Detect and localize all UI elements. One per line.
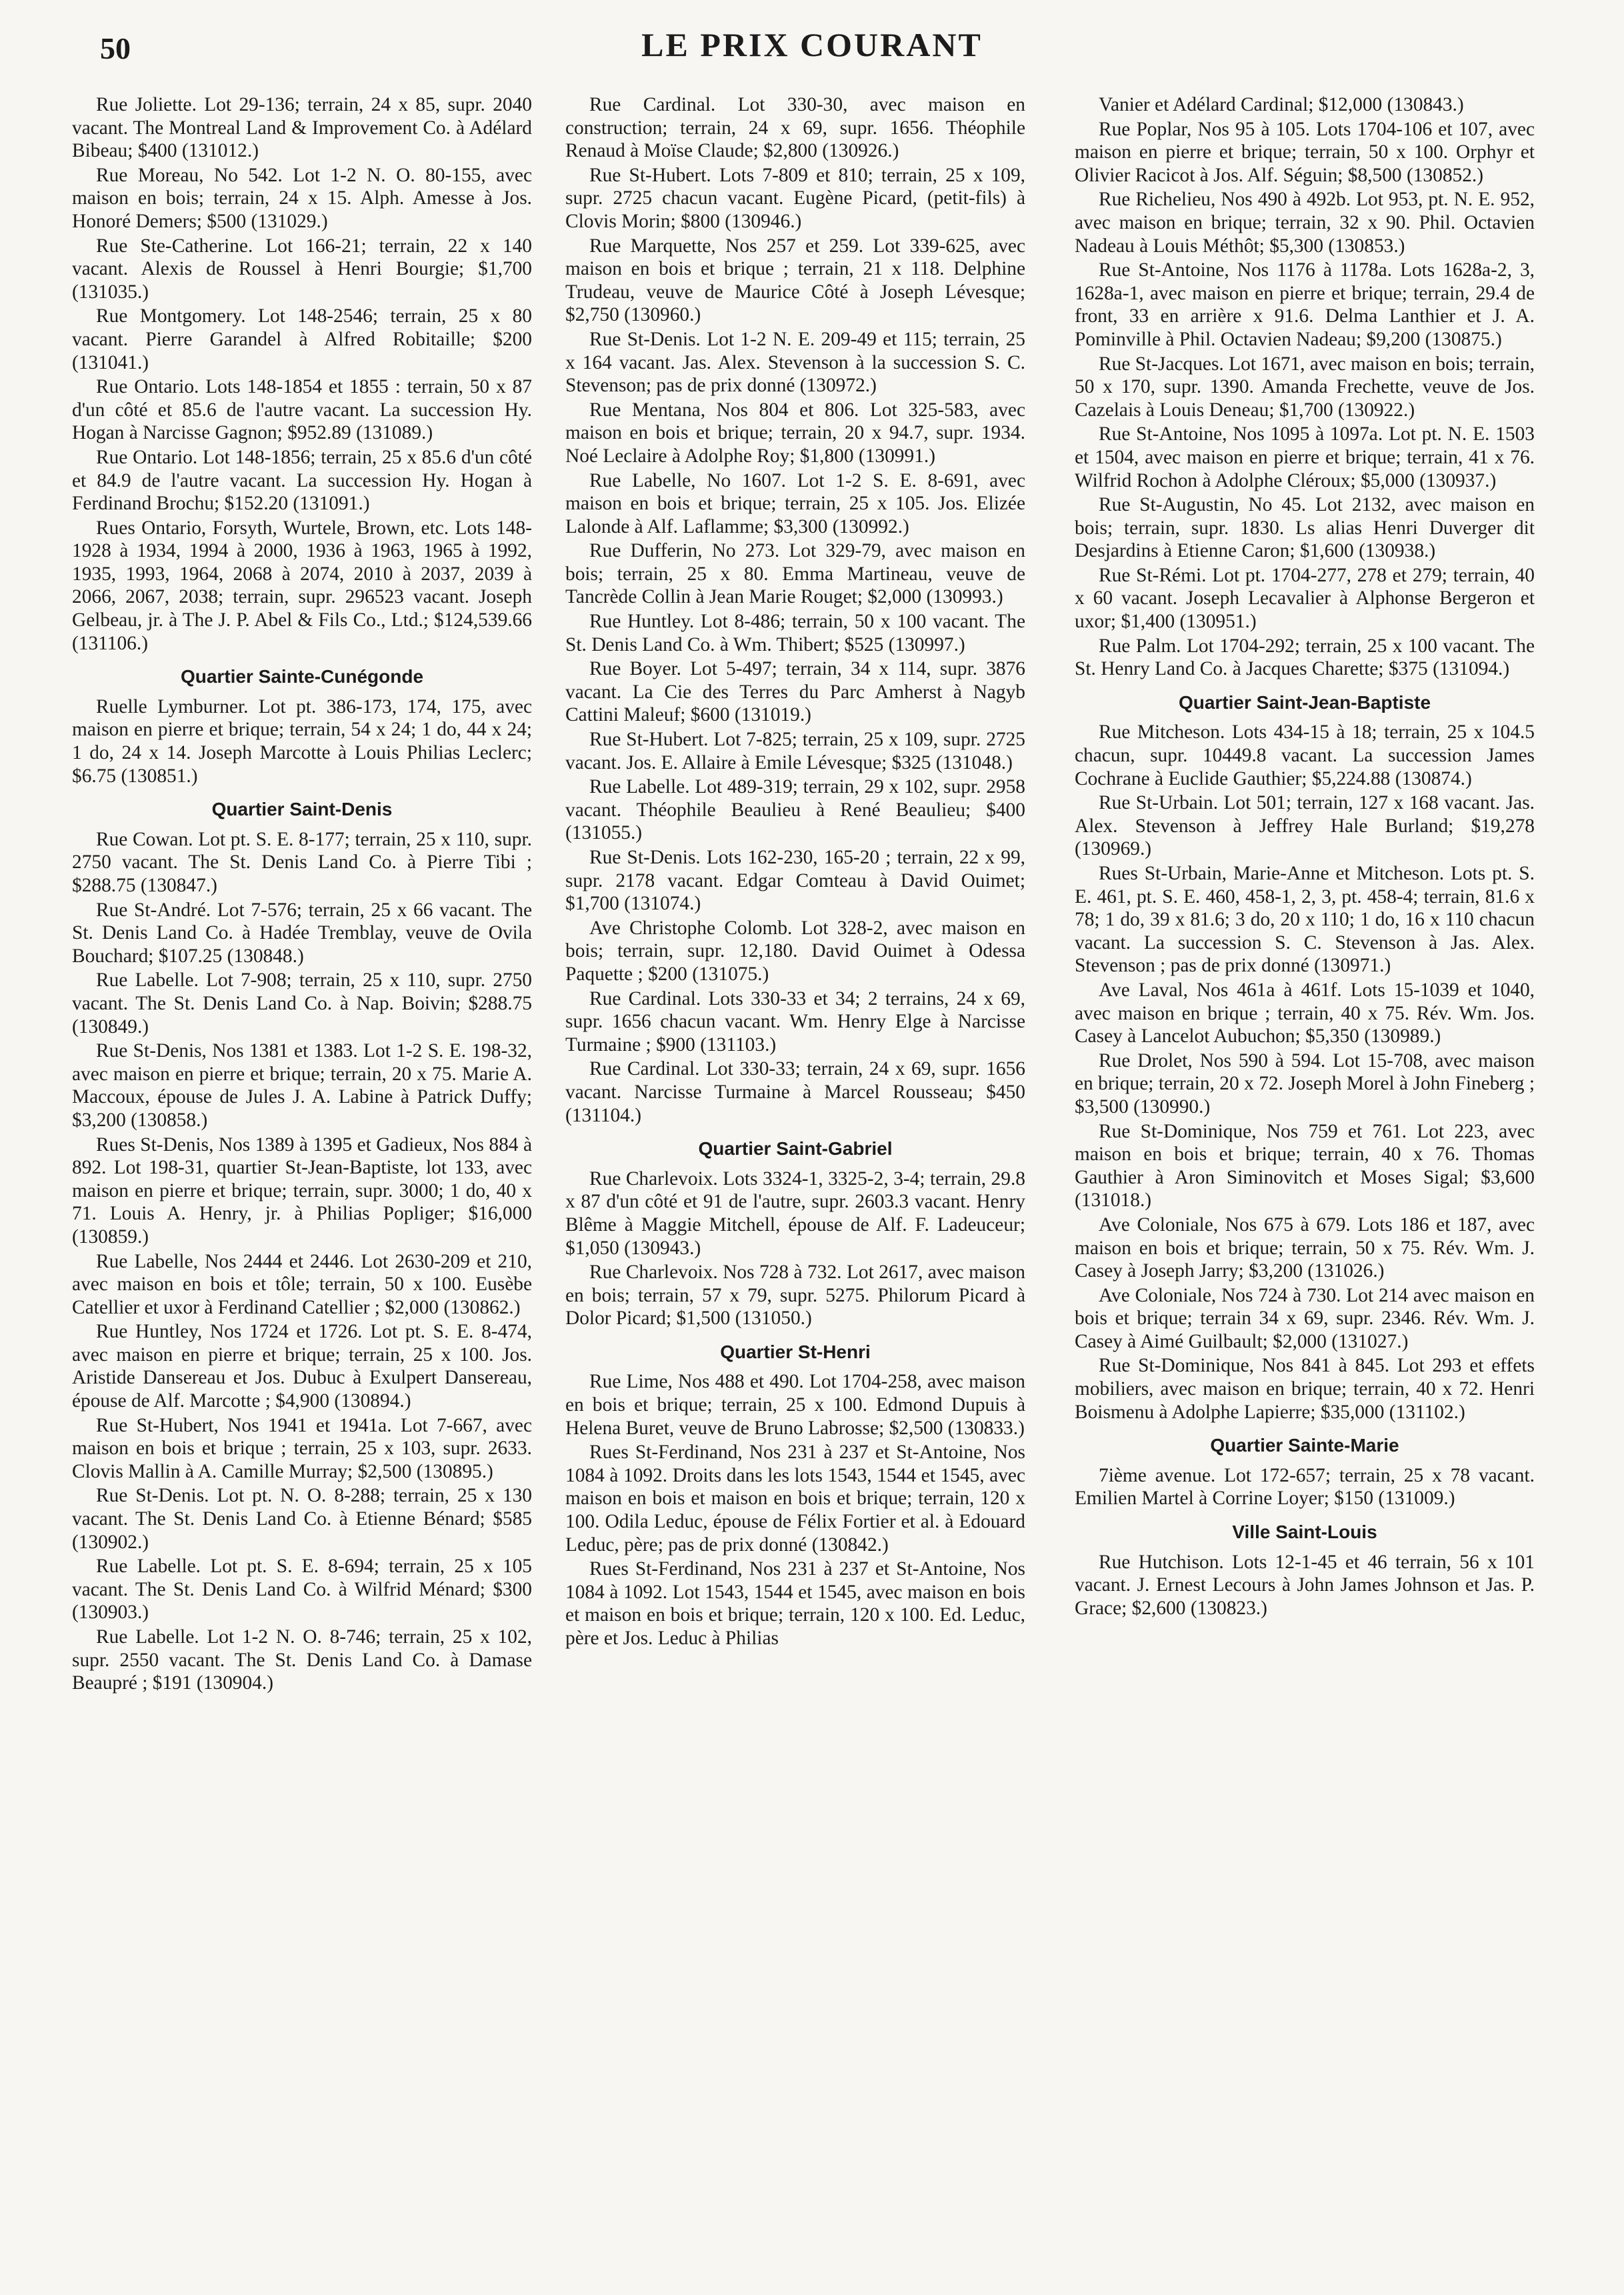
property-entry: Rue Boyer. Lot 5-497; terrain, 34 x 114, supr. 3876 vacant. La Cie des Terres du Parc Amherst à Nagyb Cattini Maleuf; $600 (131019.) [565, 658, 1025, 726]
page-title: LE PRIX COURANT [641, 26, 983, 63]
property-entry: Rue St-Rémi. Lot pt. 1704-277, 278 et 279; terrain, 40 x 60 vacant. Joseph Lecavalier à Alphonse Bergeron et uxor; $1,400 (130951.) [1075, 564, 1535, 633]
property-entry: Rue Lime, Nos 488 et 490. Lot 1704-258, avec maison en bois et brique; terrain, 25 x 100. Edmond Dupuis à Helena Buret, veuve de Bruno Labrosse; $2,500 (130833.) [565, 1371, 1025, 1439]
property-entry: Rue Ste-Catherine. Lot 166-21; terrain, 22 x 140 vacant. Alexis de Roussel à Henri Bourgie; $1,700 (131035.) [72, 235, 532, 303]
property-entry: Rue St-Urbain. Lot 501; terrain, 127 x 168 vacant. Jas. Alex. Stevenson à Jeffrey Hale Burland; $19,278 (130969.) [1075, 792, 1535, 860]
property-entry: Rue Labelle. Lot 7-908; terrain, 25 x 110, supr. 2750 vacant. The St. Denis Land Co. à Nap. Boivin; $288.75 (130849.) [72, 969, 532, 1037]
property-entry: Rue Ontario. Lots 148-1854 et 1855 : terrain, 50 x 87 d'un côté et 85.6 de l'autre vacant. La succession Hy. Hogan à Narcisse Gagnon; $952.89 (131089.) [72, 376, 532, 444]
property-entry: Rue St-Dominique, Nos 841 à 845. Lot 293 et effets mobiliers, avec maison en brique; terrain, 40 x 72. Henri Boismenu à Adolphe Lapierre; $35,000 (131102.) [1075, 1355, 1535, 1423]
property-entry: Rue St-Denis. Lot pt. N. O. 8-288; terrain, 25 x 130 vacant. The St. Denis Land Co. à Etienne Bénard; $585 (130902.) [72, 1485, 532, 1553]
property-entry: Rue Huntley. Lot 8-486; terrain, 50 x 100 vacant. The St. Denis Land Co. à Wm. Thibert; $525 (130997.) [565, 611, 1025, 655]
property-entry: Rue Drolet, Nos 590 à 594. Lot 15-708, avec maison en brique; terrain, 20 x 72. Joseph Morel à John Fineberg ; $3,500 (130990.) [1075, 1049, 1535, 1117]
property-entry: Rue St-Hubert. Lots 7-809 et 810; terrain, 25 x 109, supr. 2725 chacun vacant. Eugène Picard, (petit-fils) à Clovis Morin; $800 (130946.) [565, 164, 1025, 232]
section-heading: Quartier Saint-Jean-Baptiste [1178, 691, 1431, 713]
property-entry: Rue St-Denis. Lots 162-230, 165-20 ; terrain, 22 x 99, supr. 2178 vacant. Edgar Comteau à David Ouimet; $1,700 (131074.) [565, 847, 1025, 915]
property-entry: Rue Moreau, No 542. Lot 1-2 N. O. 80-155, avec maison en bois; terrain, 24 x 15. Alph. Amesse à Jos. Honoré Demers; $500 (131029.) [72, 164, 532, 232]
property-entry: Rue Cowan. Lot pt. S. E. 8-177; terrain, 25 x 110, supr. 2750 vacant. The St. Denis Land Co. à Pierre Tibi ; $288.75 (130847.) [72, 828, 532, 896]
property-entry: Rue Charlevoix. Lots 3324-1, 3325-2, 3-4; terrain, 29.8 x 87 d'un côté et 91 de l'autre, supr. 2603.3 vacant. Henry Blême à Maggie Mitchell, épouse de Alf. F. Ladeuceur; $1,050 (130943.) [565, 1168, 1025, 1259]
property-entry: Ave Coloniale, Nos 675 à 679. Lots 186 et 187, avec maison en bois et brique; terrain, 50 x 75. Rév. Wm. J. Casey à Joseph Jarry; $3,200 (131026.) [1075, 1214, 1535, 1282]
property-entry: Ave Coloniale, Nos 724 à 730. Lot 214 avec maison en bois et brique; terrain 34 x 69, supr. 2346. Rév. Wm. J. Casey à Aimé Guilbault; $2,000 (131027.) [1075, 1284, 1535, 1352]
property-entry: Rues St-Ferdinand, Nos 231 à 237 et St-Antoine, Nos 1084 à 1092. Lot 1543, 1544 et 1545, avec maison en bois et maison en bois et brique; terrain, 120 x 100. Ed. Leduc, père et Jos. Leduc à Philias [565, 1558, 1025, 1649]
property-entry: Rue Richelieu, Nos 490 à 492b. Lot 953, pt. N. E. 952, avec maison en brique; terrain, 32 x 90. Phil. Octavien Nadeau à Louis Méthôt; $5,300 (130853.) [1075, 189, 1535, 257]
property-entry: Rue St-André. Lot 7-576; terrain, 25 x 66 vacant. The St. Denis Land Co. à Hadée Tremblay, veuve de Ovila Bouchard; $107.25 (130848.) [72, 899, 532, 967]
section-heading: Quartier Saint-Denis [211, 799, 393, 820]
property-entry: Ave Christophe Colomb. Lot 328-2, avec maison en bois; terrain, supr. 12,180. David Ouimet à Odessa Paquette ; $200 (131075.) [565, 917, 1025, 985]
property-entry: Vanier et Adélard Cardinal; $12,000 (130843.) [1099, 94, 1464, 115]
property-entry: Rue Dufferin, No 273. Lot 329-79, avec maison en bois; terrain, 25 x 80. Emma Martineau, veuve de Tancrède Collin à Jean Marie Rouget; $2,000 (130993.) [565, 540, 1025, 608]
property-entry: Rues St-Urbain, Marie-Anne et Mitcheson. Lots pt. S. E. 461, pt. S. E. 460, 458-1, 2, 3, pt. 458-4; terrain, 81.6 x 78; 1 do, 39 x 81.6; 3 do, 20 x 110; 1 do, 16 x 110 chacun vacant. La succession S. C. Stevenson à Jas. Alex. Stevenson ; pas de prix donné (130971.) [1075, 863, 1535, 977]
property-entry: Rue St-Denis, Nos 1381 et 1383. Lot 1-2 S. E. 198-32, avec maison en pierre et brique; terrain, 20 x 75. Marie A. Maccoux, épouse de Jules J. A. Labine à Patrick Duffy; $3,200 (130858.) [72, 1040, 532, 1131]
section-heading: Quartier Saint-Gabriel [698, 1138, 893, 1160]
property-entry: Rues St-Denis, Nos 1389 à 1395 et Gadieux, Nos 884 à 892. Lot 198-31, quartier St-Jean-Baptiste, lot 133, avec maison en pierre et brique; terrain, supr. 3000; 1 do, 40 x 71. Louis A. Henry, jr. à Philias Popliger; $16,000 (130859.) [72, 1133, 532, 1248]
property-entry: Rue St-Hubert. Lot 7-825; terrain, 25 x 109, supr. 2725 vacant. Jos. E. Allaire à Emile Lévesque; $325 (131048.) [565, 729, 1025, 773]
property-entry: Rue Labelle. Lot pt. S. E. 8-694; terrain, 25 x 105 vacant. The St. Denis Land Co. à Wilfrid Ménard; $300 (130903.) [72, 1556, 532, 1624]
property-entry: Rue Mitcheson. Lots 434-15 à 18; terrain, 25 x 104.5 chacun, supr. 10449.8 vacant. La succession James Cochrane à Euclide Gauthier; $5,224.88 (130874.) [1075, 721, 1535, 789]
property-entry: Rue St-Jacques. Lot 1671, avec maison en bois; terrain, 50 x 170, supr. 1390. Amanda Frechette, veuve de Jos. Cazelais à Louis Deneau; $1,700 (130922.) [1075, 353, 1535, 421]
property-entry: Rue Poplar, Nos 95 à 105. Lots 1704-106 et 107, avec maison en pierre et brique; terrain, 50 x 100. Orphyr et Olivier Racicot à Jos. Alf. Séguin; $8,500 (130852.) [1075, 118, 1535, 186]
section-heading: Quartier St-Henri [720, 1341, 871, 1362]
property-entry: Rue St-Hubert, Nos 1941 et 1941a. Lot 7-667, avec maison en bois et brique ; terrain, 25 x 103, supr. 2633. Clovis Mallin à A. Camille Murray; $2,500 (130895.) [72, 1414, 532, 1482]
property-entry: Rue Hutchison. Lots 12-1-45 et 46 terrain, 56 x 101 vacant. J. Ernest Lecours à John James Johnson et Jas. P. Grace; $2,600 (130823.) [1075, 1551, 1535, 1619]
text-column-2 [565, 93, 1025, 2268]
property-entry: Rue Marquette, Nos 257 et 259. Lot 339-625, avec maison en bois et brique ; terrain, 21 x 118. Delphine Trudeau, veuve de Maurice Côté à Joseph Lévesque; $2,750 (130960.) [565, 235, 1025, 326]
property-entry: Rue Charlevoix. Nos 728 à 732. Lot 2617, avec maison en bois; terrain, 57 x 79, supr. 5275. Philorum Picard à Dolor Picard; $1,500 (131050.) [565, 1262, 1025, 1330]
property-entry: Rue St-Antoine, Nos 1095 à 1097a. Lot pt. N. E. 1503 et 1504, avec maison en pierre et brique; terrain, 41 x 76. Wilfrid Rochon à Adolphe Cléroux; $5,000 (130937.) [1075, 423, 1535, 491]
property-entry: Rue Huntley, Nos 1724 et 1726. Lot pt. S. E. 8-474, avec maison en pierre et brique; terrain, 25 x 100. Jos. Aristide Dansereau et Jos. Dubuc à Exulpert Dansereau, épouse de Alf. Marcotte ; $4,900 (130894.) [72, 1321, 532, 1412]
property-entry: Ave Laval, Nos 461a à 461f. Lots 15-1039 et 1040, avec maison en brique ; terrain, 40 x 75. Rév. Wm. Jos. Casey à Lancelot Aubuchon; $5,350 (130989.) [1075, 979, 1535, 1047]
property-entry: Rue St-Denis. Lot 1-2 N. E. 209-49 et 115; terrain, 25 x 164 vacant. Jas. Alex. Stevenson à la succession S. C. Stevenson; pas de prix donné (130972.) [565, 328, 1025, 397]
property-entry: Rues St-Ferdinand, Nos 231 à 237 et St-Antoine, Nos 1084 à 1092. Droits dans les lots 1543, 1544 et 1545, avec maison en bois et maison en bois et brique; terrain, 120 x 100. Odila Leduc, épouse de Félix Fortier et al. à Edouard Leduc, père; pas de prix donné (130842.) [565, 1442, 1025, 1556]
property-entry: Rue Cardinal. Lot 330-30, avec maison en construction; terrain, 24 x 69, supr. 1656. Théophile Renaud à Moïse Claude; $2,800 (130926.) [565, 94, 1025, 162]
property-entry: Rue Labelle, Nos 2444 et 2446. Lot 2630-209 et 210, avec maison en bois et tôle; terrain, 50 x 100. Eusèbe Catellier et uxor à Ferdinand Catellier ; $2,000 (130862.) [72, 1250, 532, 1318]
property-entry: Rue St-Dominique, Nos 759 et 761. Lot 223, avec maison en bois et brique; terrain, 40 x 76. Thomas Gauthier à Aron Siminovitch et Moses Sigal; $3,600 (131018.) [1075, 1120, 1535, 1212]
page-number: 50 [100, 31, 131, 65]
property-entry: Rue Joliette. Lot 29-136; terrain, 24 x 85, supr. 2040 vacant. The Montreal Land & Improvement Co. à Adélard Bibeau; $400 (131012.) [72, 94, 532, 162]
property-entry: Rue Labelle, No 1607. Lot 1-2 S. E. 8-691, avec maison en bois et brique; terrain, 25 x 105. Jos. Elizée Lalonde à Alf. Laflamme; $3,300 (130992.) [565, 469, 1025, 537]
property-entry: Ruelle Lymburner. Lot pt. 386-173, 174, 175, avec maison en pierre et brique; terrain, 54 x 24; 1 do, 44 x 24; 1 do, 24 x 14. Joseph Marcotte à Louis Philias Leclerc; $6.75 (130851.) [72, 695, 532, 787]
property-entry: Rue Ontario. Lot 148-1856; terrain, 25 x 85.6 d'un côté et 84.9 de l'autre vacant. La succession Hy. Hogan à Ferdinand Brochu; $152.20 (131091.) [72, 446, 532, 515]
property-entry: Rue Cardinal. Lots 330-33 et 34; 2 terrains, 24 x 69, supr. 1656 chacun vacant. Wm. Henry Elge à Narcisse Turmaine ; $900 (131103.) [565, 987, 1025, 1055]
property-entry: Rue Labelle. Lot 1-2 N. O. 8-746; terrain, 25 x 102, supr. 2550 vacant. The St. Denis Land Co. à Damase Beaupré ; $191 (130904.) [72, 1626, 532, 1694]
property-entry: Rue Labelle. Lot 489-319; terrain, 29 x 102, supr. 2958 vacant. Théophile Beaulieu à René Beaulieu; $400 (131055.) [565, 776, 1025, 844]
property-entry: Rue St-Antoine, Nos 1176 à 1178a. Lots 1628a-2, 3, 1628a-1, avec maison en pierre et brique; terrain, 29.4 de front, 33 en arrière x 91.6. Delma Lanthier et J. A. Pominville à Phil. Octavien Nadeau; $9,200 (130875.) [1075, 259, 1535, 350]
text-column-1 [72, 93, 532, 2268]
property-entry: Rue Montgomery. Lot 148-2546; terrain, 25 x 80 vacant. Pierre Garandel à Alfred Robitaille; $200 (131041.) [72, 305, 532, 373]
property-entry: Rue Palm. Lot 1704-292; terrain, 25 x 100 vacant. The St. Henry Land Co. à Jacques Charette; $375 (131094.) [1075, 635, 1535, 680]
section-heading: Quartier Sainte-Cunégonde [180, 666, 424, 687]
property-entry: Rue St-Augustin, No 45. Lot 2132, avec maison en bois; terrain, supr. 1830. Ls alias Henri Duverger dit Desjardins à Etienne Caron; $1,600 (130938.) [1075, 494, 1535, 562]
section-heading: Ville Saint-Louis [1232, 1522, 1377, 1543]
property-entry: 7ième avenue. Lot 172-657; terrain, 25 x 78 vacant. Emilien Martel à Corrine Loyer; $150 (131009.) [1075, 1464, 1535, 1510]
section-heading: Quartier Sainte-Marie [1210, 1435, 1399, 1456]
text-column-3 [1075, 93, 1535, 2268]
property-entry: Rue Mentana, Nos 804 et 806. Lot 325-583, avec maison en bois et brique; terrain, 20 x 94.7, supr. 1934. Noé Leclaire à Adolphe Roy; $1,800 (130991.) [565, 399, 1025, 467]
property-entry: Rues Ontario, Forsyth, Wurtele, Brown, etc. Lots 148-1928 à 1934, 1994 à 2000, 1936 à 1963, 1965 à 1992, 1935, 1993, 1964, 2068 à 2074, 2010 à 2037, 2039 à 2066, 2067, 2038; terrain, supr. 296523 vacant. Joseph Gelbeau, jr. à The J. P. Abel & Fils Co., Ltd.; $124,539.66 (131106.) [72, 517, 532, 654]
property-entry: Rue Cardinal. Lot 330-33; terrain, 24 x 69, supr. 1656 vacant. Narcisse Turmaine à Marcel Rousseau; $450 (131104.) [565, 1058, 1025, 1126]
